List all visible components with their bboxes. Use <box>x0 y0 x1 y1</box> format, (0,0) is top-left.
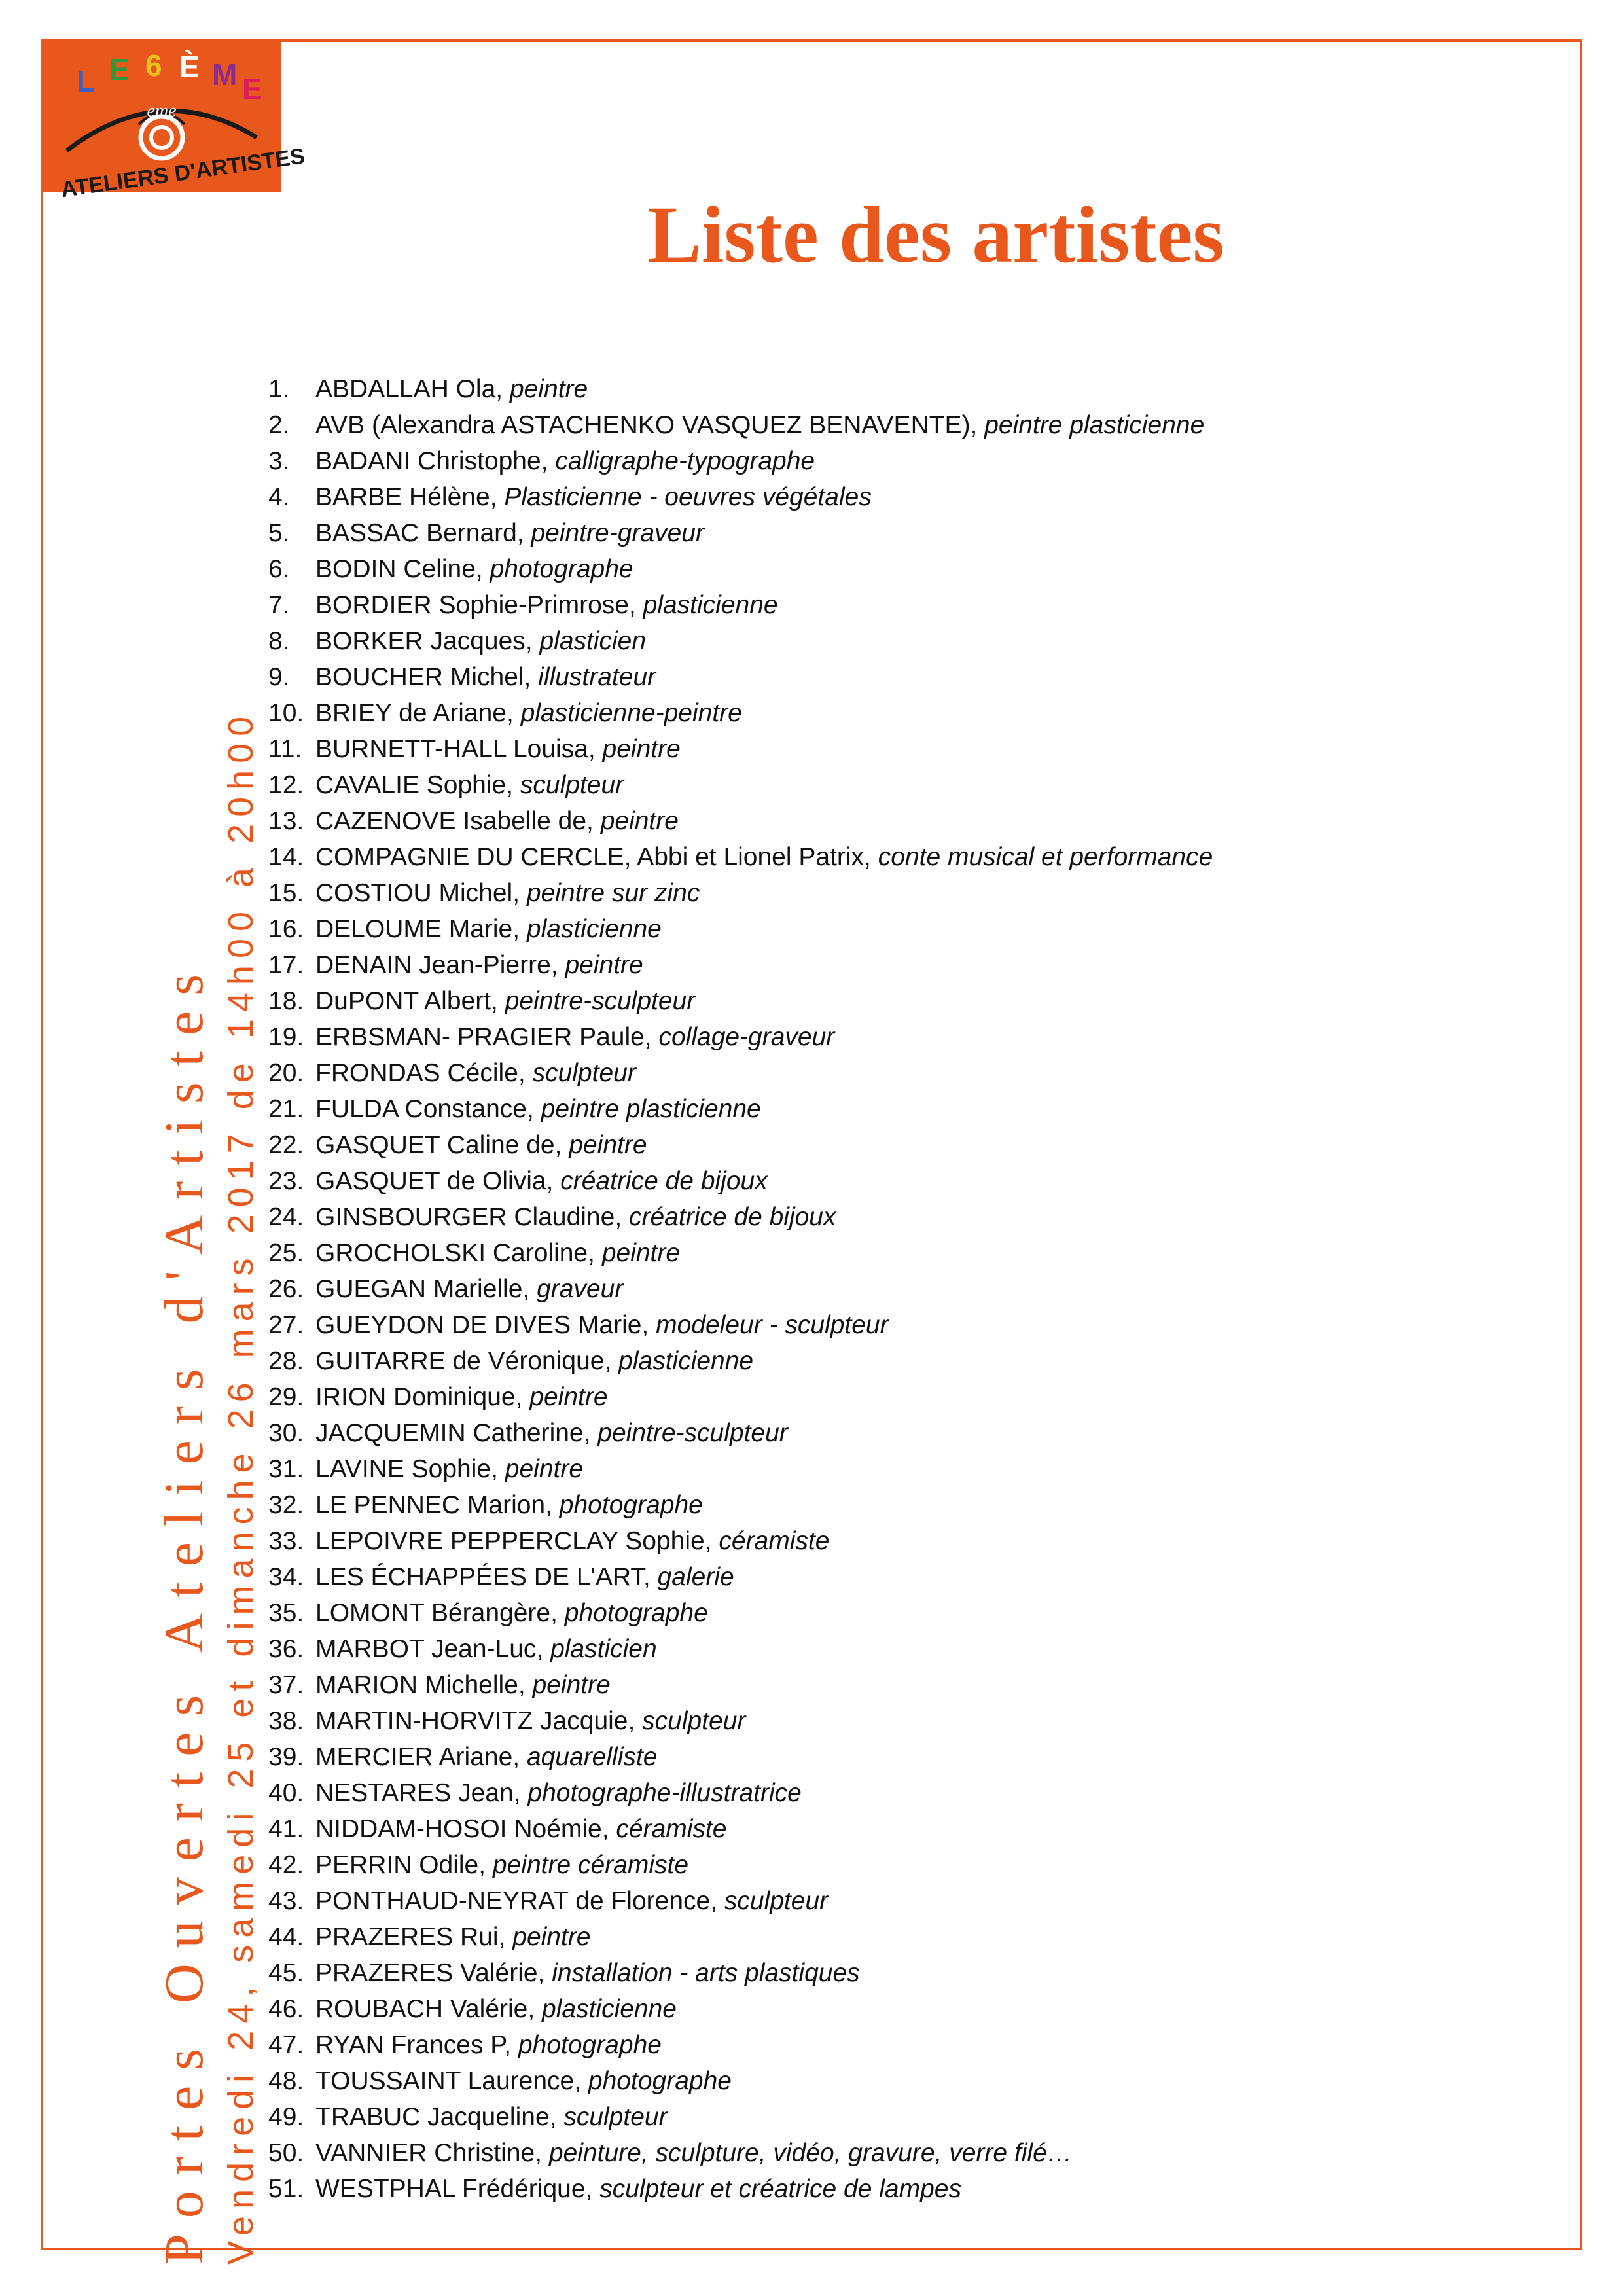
list-item <box>268 1775 1213 1811</box>
artist-role: sculpteur et créatrice de lampes <box>599 2175 961 2203</box>
artist-role: photographe <box>564 1599 708 1627</box>
artist-role: sculpteur <box>532 1059 636 1087</box>
artist-role: peintre <box>532 1671 611 1699</box>
list-item <box>268 1523 1213 1559</box>
artist-role: peintre <box>602 735 681 763</box>
artist-name: JACQUEMIN Catherine, <box>315 1419 598 1447</box>
artist-role: plasticien <box>539 627 647 655</box>
artist-name: BADANI Christophe, <box>315 447 556 475</box>
artist-role: sculpteur <box>724 1887 829 1915</box>
artist-role: Plasticienne - oeuvres végétales <box>504 483 872 511</box>
item-number: 39. <box>268 1743 304 1771</box>
item-number: 35. <box>268 1599 304 1627</box>
artist-name: CAZENOVE Isabelle de, <box>315 807 601 835</box>
artist-role: photographe <box>588 2067 732 2095</box>
list-item <box>268 659 1213 695</box>
list-item <box>268 1595 1213 1631</box>
artist-role: photographe <box>518 2031 662 2059</box>
artist-role: peinture, sculpture, vidéo, gravure, verre filé… <box>548 2139 1073 2167</box>
artist-role: peintre <box>512 1923 591 1951</box>
list-item <box>268 695 1213 731</box>
item-number: 36. <box>268 1635 304 1663</box>
artist-name: PONTHAUD-NEYRAT de Florence, <box>315 1887 724 1915</box>
artist-name: PRAZERES Valérie, <box>315 1959 552 1987</box>
item-number: 31. <box>268 1455 304 1483</box>
artist-name: LE PENNEC Marion, <box>315 1491 560 1519</box>
artist-role: céramiste <box>616 1815 727 1843</box>
item-number: 21. <box>268 1095 304 1123</box>
item-number: 38. <box>268 1707 304 1735</box>
artist-role: photographe <box>490 555 633 583</box>
list-item <box>268 1055 1213 1091</box>
item-number: 29. <box>268 1383 304 1411</box>
side-banner <box>152 709 264 2265</box>
artist-role: modeleur - sculpteur <box>656 1311 889 1339</box>
list-item <box>268 623 1213 659</box>
artist-name: MERCIER Ariane, <box>315 1743 527 1771</box>
artist-name: BORKER Jacques, <box>315 627 540 655</box>
list-item <box>268 983 1213 1019</box>
list-item <box>268 1451 1213 1487</box>
artist-name: ERBSMAN- PRAGIER Paule, <box>315 1023 659 1051</box>
artist-role: plasticien <box>550 1635 657 1663</box>
artist-name: COSTIOU Michel, <box>315 879 527 907</box>
artist-role: peintre plasticienne <box>984 411 1205 439</box>
event-dates: Vendredi 24, samedi 25 et dimanche 26 mars 2017 de 14h00 à 20h00 <box>221 709 260 2265</box>
artist-role: peintre <box>565 951 643 979</box>
list-item <box>268 1199 1213 1235</box>
artist-role: photographe-illustratrice <box>527 1779 802 1807</box>
list-item <box>268 2063 1213 2099</box>
item-number: 8. <box>268 627 290 655</box>
artist-name: BURNETT-HALL Louisa, <box>315 735 603 763</box>
list-item <box>268 587 1213 623</box>
artist-name: GROCHOLSKI Caroline, <box>315 1239 602 1267</box>
list-item <box>268 1739 1213 1775</box>
list-item <box>268 371 1213 407</box>
item-number: 2. <box>268 411 290 439</box>
list-item <box>268 443 1213 479</box>
artist-role: céramiste <box>719 1527 830 1555</box>
artist-role: peintre sur zinc <box>526 879 700 907</box>
artist-role: peintre <box>600 807 679 835</box>
list-item <box>268 839 1213 875</box>
artist-name: TRABUC Jacqueline, <box>315 2103 564 2131</box>
list-item <box>268 947 1213 983</box>
list-item <box>268 551 1213 587</box>
list-item <box>268 1163 1213 1199</box>
item-number: 32. <box>268 1491 304 1519</box>
item-number: 16. <box>268 915 304 943</box>
item-number: 7. <box>268 591 290 619</box>
artist-role: plasticienne <box>643 591 778 619</box>
item-number: 13. <box>268 807 304 835</box>
artist-role: peintre <box>569 1131 647 1159</box>
event-name: Portes Ouvertes Ateliers d'Artistes <box>154 958 215 2265</box>
item-number: 42. <box>268 1851 304 1879</box>
list-item <box>268 2099 1213 2135</box>
logo-bottom-text: ATELIERS D'ARTISTES <box>59 143 307 203</box>
logo-letter-3: 6 <box>145 48 162 82</box>
artist-role: illustrateur <box>538 663 656 691</box>
artist-role: plasticienne-peintre <box>520 699 742 727</box>
list-item <box>268 479 1213 515</box>
list-item <box>268 1343 1213 1379</box>
artist-name: WESTPHAL Frédérique, <box>315 2175 600 2203</box>
artist-role: peintre céramiste <box>492 1851 689 1879</box>
artist-name: BARBE Hélène, <box>315 483 505 511</box>
artist-role: photographe <box>559 1491 703 1519</box>
artist-name: NESTARES Jean, <box>315 1779 528 1807</box>
list-item <box>268 1091 1213 1127</box>
list-item <box>268 1991 1213 2027</box>
artist-role: créatrice de bijoux <box>629 1203 836 1231</box>
artist-name: AVB (Alexandra ASTACHENKO VASQUEZ BENAVENTE), <box>315 411 985 439</box>
list-item <box>268 1703 1213 1739</box>
artist-name: LOMONT Bérangère, <box>315 1599 565 1627</box>
list-item <box>268 803 1213 839</box>
item-number: 4. <box>268 483 290 511</box>
list-item <box>268 1235 1213 1271</box>
artist-name: PERRIN Odile, <box>315 1851 493 1879</box>
artist-name: GUEYDON DE DIVES Marie, <box>315 1311 656 1339</box>
list-item <box>268 2027 1213 2063</box>
item-number: 48. <box>268 2067 304 2095</box>
artist-role: sculpteur <box>563 2103 668 2131</box>
logo <box>41 39 307 203</box>
item-number: 51. <box>268 2175 304 2203</box>
list-item <box>268 1631 1213 1667</box>
item-number: 44. <box>268 1923 304 1951</box>
artist-role: calligraphe-typographe <box>555 447 815 475</box>
artist-name: DENAIN Jean-Pierre, <box>315 951 565 979</box>
item-number: 17. <box>268 951 304 979</box>
item-number: 27. <box>268 1311 304 1339</box>
list-item <box>268 1271 1213 1307</box>
artist-name: FULDA Constance, <box>315 1095 541 1123</box>
item-number: 18. <box>268 987 304 1015</box>
artist-role: peintre <box>505 1455 584 1483</box>
artist-role: créatrice de bijoux <box>560 1167 768 1195</box>
logo-graphic <box>41 39 307 203</box>
item-number: 10. <box>268 699 304 727</box>
list-item <box>268 767 1213 803</box>
logo-letter-5: M <box>212 58 238 92</box>
artist-name: GASQUET de Olivia, <box>315 1167 561 1195</box>
artist-role: graveur <box>537 1275 624 1303</box>
artist-name: DELOUME Marie, <box>315 915 527 943</box>
item-number: 50. <box>268 2139 304 2167</box>
list-item <box>268 1883 1213 1919</box>
artist-role: aquarelliste <box>526 1743 658 1771</box>
list-item <box>268 875 1213 911</box>
item-number: 46. <box>268 1995 304 2023</box>
logo-letter-4: È <box>179 50 200 84</box>
artist-role: collage-graveur <box>658 1023 835 1051</box>
artist-name: CAVALIE Sophie, <box>315 771 520 799</box>
item-number: 23. <box>268 1167 304 1195</box>
logo-letter-6: E <box>242 72 262 106</box>
item-number: 3. <box>268 447 290 475</box>
artist-name: FRONDAS Cécile, <box>315 1059 533 1087</box>
item-number: 14. <box>268 843 304 871</box>
item-number: 12. <box>268 771 304 799</box>
item-number: 28. <box>268 1347 304 1375</box>
artist-name: DuPONT Albert, <box>315 987 505 1015</box>
item-number: 24. <box>268 1203 304 1231</box>
artist-role: peintre <box>529 1383 608 1411</box>
list-item <box>268 1667 1213 1703</box>
artist-name: MARTIN-HORVITZ Jacquie, <box>315 1707 643 1735</box>
list-item <box>268 2171 1213 2207</box>
item-number: 15. <box>268 879 304 907</box>
artist-name: NIDDAM-HOSOI Noémie, <box>315 1815 616 1843</box>
item-number: 20. <box>268 1059 304 1087</box>
list-item <box>268 1847 1213 1883</box>
artist-name: ROUBACH Valérie, <box>315 1995 543 2023</box>
artist-name: BASSAC Bernard, <box>315 519 531 547</box>
list-item <box>268 1019 1213 1055</box>
artist-list <box>268 371 1213 2207</box>
artist-role: plasticienne <box>526 915 662 943</box>
logo-letter-2: E <box>109 52 130 86</box>
artist-role: sculpteur <box>642 1707 746 1735</box>
artist-role: conte musical et performance <box>878 843 1213 871</box>
list-item <box>268 2135 1213 2171</box>
artist-name: LES ÉCHAPPÉES DE L'ART, <box>315 1563 658 1591</box>
artist-name: BORDIER Sophie-Primrose, <box>315 591 643 619</box>
artist-role: peintre plasticienne <box>541 1095 761 1123</box>
artist-role: peintre-sculpteur <box>597 1419 788 1447</box>
artist-name: RYAN Frances P, <box>315 2031 518 2059</box>
artist-name: GUITARRE de Véronique, <box>315 1347 619 1375</box>
logo-center-text: eme <box>147 101 177 121</box>
artist-role: peintre <box>601 1239 681 1267</box>
list-item <box>268 1919 1213 1955</box>
item-number: 25. <box>268 1239 304 1267</box>
item-number: 45. <box>268 1959 304 1987</box>
artist-role: sculpteur <box>520 771 624 799</box>
artist-name: GASQUET Caline de, <box>315 1131 569 1159</box>
artist-name: LAVINE Sophie, <box>315 1455 505 1483</box>
list-item <box>268 407 1213 443</box>
artist-role: peintre-graveur <box>531 519 704 547</box>
artist-role: galerie <box>657 1563 734 1591</box>
item-number: 11. <box>268 735 302 763</box>
artist-name: MARION Michelle, <box>315 1671 533 1699</box>
item-number: 40. <box>268 1779 304 1807</box>
list-item <box>268 515 1213 551</box>
item-number: 43. <box>268 1887 304 1915</box>
artist-role: plasticienne <box>542 1995 677 2023</box>
item-number: 1. <box>268 375 290 403</box>
list-item <box>268 1415 1213 1451</box>
item-number: 30. <box>268 1419 304 1447</box>
page-title: Liste des artistes <box>647 190 1224 279</box>
item-number: 19. <box>268 1023 304 1051</box>
list-item <box>268 1559 1213 1595</box>
item-number: 47. <box>268 2031 304 2059</box>
list-item <box>268 1955 1213 1991</box>
artist-name: MARBOT Jean-Luc, <box>315 1635 551 1663</box>
item-number: 9. <box>268 663 290 691</box>
logo-letter-1: L <box>77 64 96 98</box>
artist-role: installation - arts plastiques <box>552 1959 860 1987</box>
artist-name: BOUCHER Michel, <box>315 663 539 691</box>
artist-name: COMPAGNIE DU CERCLE, Abbi et Lionel Patrix, <box>315 843 878 871</box>
artist-role: plasticienne <box>618 1347 754 1375</box>
item-number: 5. <box>268 519 290 547</box>
item-number: 41. <box>268 1815 304 1843</box>
list-item <box>268 1811 1213 1847</box>
item-number: 34. <box>268 1563 304 1591</box>
artist-name: BRIEY de Ariane, <box>315 699 521 727</box>
list-item <box>268 911 1213 947</box>
artist-name: ABDALLAH Ola, <box>315 375 510 403</box>
artist-name: BODIN Celine, <box>315 555 490 583</box>
list-item <box>268 1379 1213 1415</box>
artist-name: IRION Dominique, <box>315 1383 530 1411</box>
item-number: 6. <box>268 555 290 583</box>
artist-name: VANNIER Christine, <box>315 2139 549 2167</box>
item-number: 49. <box>268 2103 304 2131</box>
item-number: 37. <box>268 1671 304 1699</box>
list-item <box>268 1127 1213 1163</box>
artist-role: peintre-sculpteur <box>505 987 696 1015</box>
artist-name: PRAZERES Rui, <box>315 1923 513 1951</box>
artist-name: GINSBOURGER Claudine, <box>315 1203 629 1231</box>
list-item <box>268 731 1213 767</box>
list-item <box>268 1487 1213 1523</box>
item-number: 26. <box>268 1275 304 1303</box>
artist-name: GUEGAN Marielle, <box>315 1275 537 1303</box>
item-number: 22. <box>268 1131 304 1159</box>
list-item <box>268 1307 1213 1343</box>
artist-name: LEPOIVRE PEPPERCLAY Sophie, <box>315 1527 719 1555</box>
item-number: 33. <box>268 1527 304 1555</box>
artist-name: TOUSSAINT Laurence, <box>315 2067 588 2095</box>
artist-role: peintre <box>509 375 588 403</box>
